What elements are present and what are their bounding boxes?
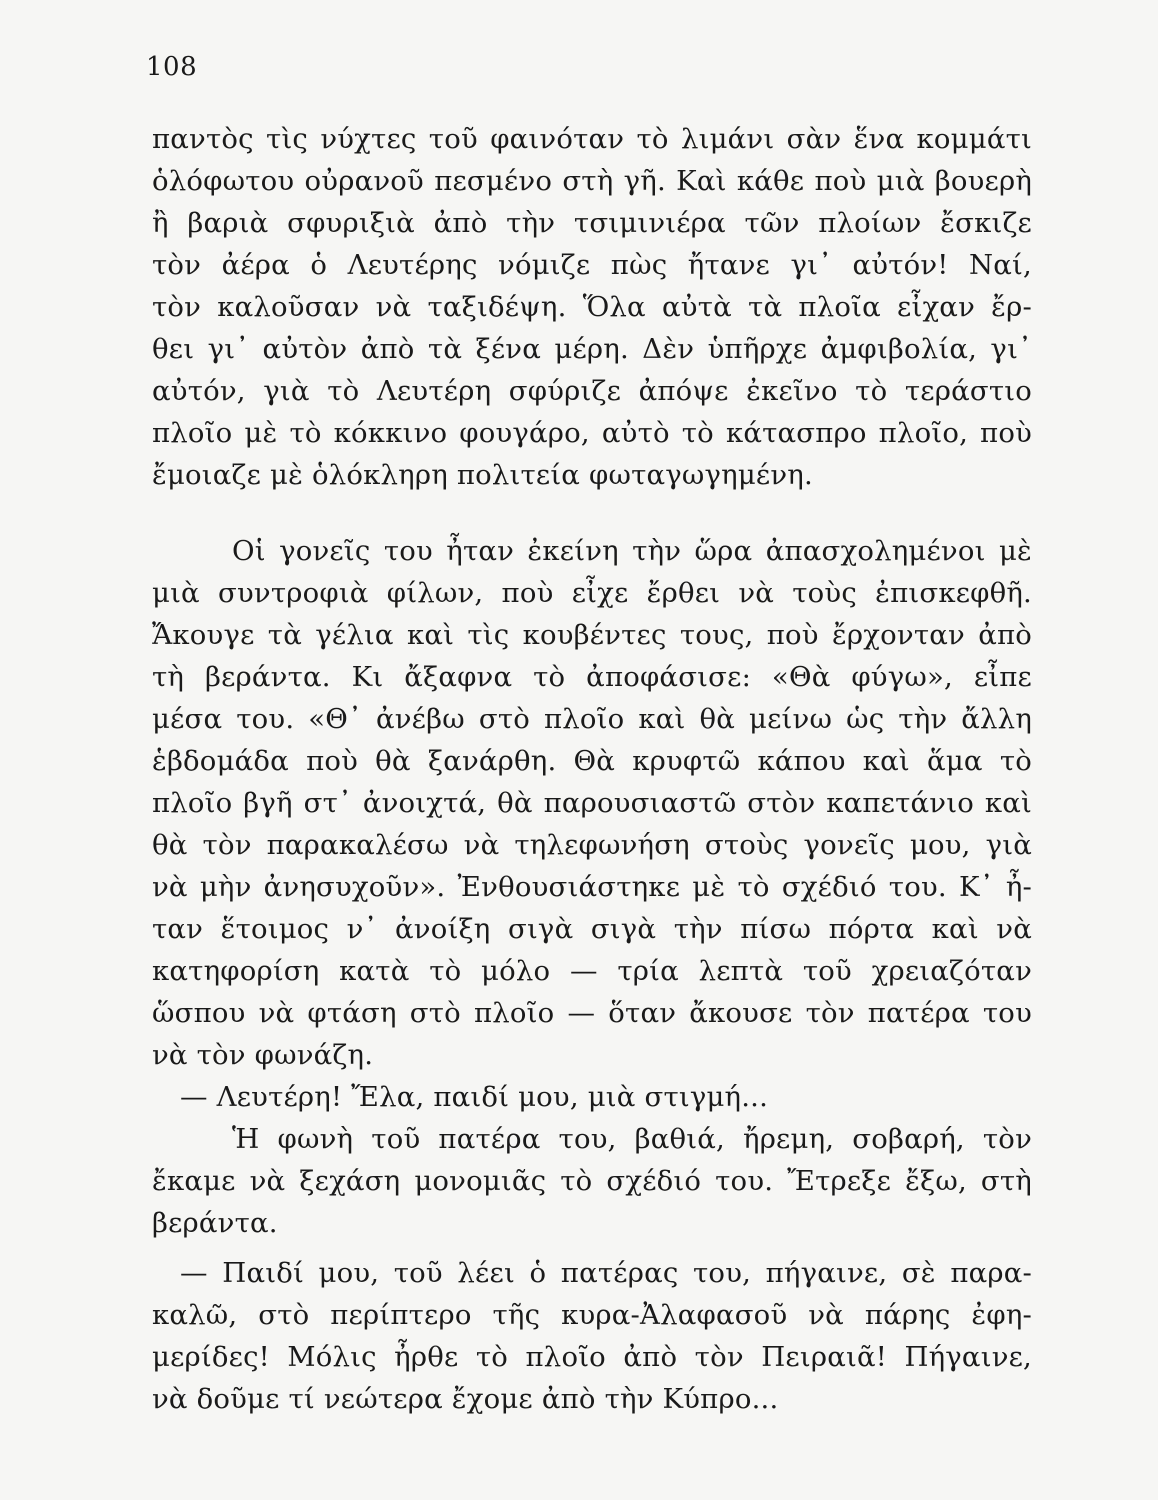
- page-number: 108: [146, 52, 198, 82]
- text-line: κατηφορίση κατὰ τὸ μόλο — τρία λεπτὰ τοῦ χρειαζόταν: [152, 955, 1032, 987]
- paragraph-1: [152, 118, 1032, 496]
- paragraph-3: [152, 1076, 1032, 1118]
- text-line: ὥσπου νὰ φτάση στὸ πλοῖο — ὅταν ἄκουσε τὸν πατέρα του: [152, 997, 1032, 1029]
- text-line: ἑβδομάδα ποὺ θὰ ξανάρθη. Θὰ κρυφτῶ κάπου καὶ ἅμα τὸ: [152, 745, 1032, 777]
- text-line: Οἱ γονεῖς του ἦταν ἐκείνη τὴν ὥρα ἀπασχολημένοι μὲ: [232, 535, 1032, 567]
- text-line: ταν ἕτοιμος ν᾿ ἀνοίξη σιγὰ σιγὰ τὴν πίσω πόρτα καὶ νὰ: [152, 913, 1032, 945]
- text-line: νὰ δοῦμε τί νεώτερα ἔχομε ἀπὸ τὴν Κύπρο...: [152, 1383, 779, 1415]
- text-line: τὸν καλοῦσαν νὰ ταξιδέψη. Ὅλα αὐτὰ τὰ πλοῖα εἶχαν ἔρ-: [152, 291, 1032, 323]
- text-line: μέσα του. «Θ᾿ ἀνέβω στὸ πλοῖο καὶ θὰ μείνω ὡς τὴν ἄλλη: [152, 703, 1032, 735]
- text-line: ἔκαμε νὰ ξεχάση μονομιᾶς τὸ σχέδιό του. Ἔτρεξε ἔξω, στὴ: [152, 1165, 1032, 1197]
- text-line: τὴ βεράντα. Κι ἄξαφνα τὸ ἀποφάσισε: «Θὰ φύγω», εἶπε: [152, 661, 1032, 693]
- paragraph-2: [152, 530, 1032, 1076]
- text-line: μερίδες! Μόλις ἦρθε τὸ πλοῖο ἀπὸ τὸν Πειραιᾶ! Πήγαινε,: [152, 1341, 1032, 1373]
- text-line: ἔμοιαζε μὲ ὁλόκληρη πολιτεία φωταγωγημένη.: [152, 459, 813, 491]
- body-text: [152, 118, 1032, 1420]
- text-line: καλῶ, στὸ περίπτερο τῆς κυρα-Ἀλαφασοῦ νὰ πάρης ἐφη-: [152, 1299, 1032, 1331]
- text-line: τὸν ἀέρα ὁ Λευτέρης νόμιζε πὼς ἤτανε γι᾿ αὐτόν! Ναί,: [152, 249, 1032, 281]
- text-line: αὐτόν, γιὰ τὸ Λευτέρη σφύριζε ἀπόψε ἐκεῖνο τὸ τεράστιο: [152, 375, 1032, 407]
- text-line: ἢ βαριὰ σφυριξιὰ ἀπὸ τὴν τσιμινιέρα τῶν πλοίων ἔσκιζε: [152, 207, 1032, 239]
- text-line: νὰ τὸν φωνάζη.: [152, 1039, 374, 1071]
- text-line: ὁλόφωτου οὐρανοῦ πεσμένο στὴ γῆ. Καὶ κάθε ποὺ μιὰ βουερὴ: [152, 165, 1032, 197]
- text-line: — Παιδί μου, τοῦ λέει ὁ πατέρας του, πήγαινε, σὲ παρα-: [180, 1257, 1032, 1289]
- text-line: πλοῖο μὲ τὸ κόκκινο φουγάρο, αὐτὸ τὸ κάτασπρο πλοῖο, ποὺ: [152, 417, 1032, 449]
- text-line: θὰ τὸν παρακαλέσω νὰ τηλεφωνήση στοὺς γονεῖς μου, γιὰ: [152, 829, 1032, 861]
- text-line: παντὸς τὶς νύχτες τοῦ φαινόταν τὸ λιμάνι σὰν ἕνα κομμάτι: [152, 123, 1032, 155]
- text-line: πλοῖο βγῆ στ᾿ ἀνοιχτά, θὰ παρουσιαστῶ στὸν καπετάνιο καὶ: [152, 787, 1032, 819]
- text-line: — Λευτέρη! Ἔλα, παιδί μου, μιὰ στιγμή...: [180, 1081, 769, 1113]
- text-line: θει γι᾿ αὐτὸν ἀπὸ τὰ ξένα μέρη. Δὲν ὑπῆρχε ἀμφιβολία, γι᾿: [152, 333, 1032, 365]
- text-line: Ἄκουγε τὰ γέλια καὶ τὶς κουβέντες τους, ποὺ ἔρχονταν ἀπὸ: [152, 619, 1032, 651]
- paragraph-5: [152, 1252, 1032, 1420]
- paragraph-4: [152, 1118, 1032, 1244]
- text-line: βεράντα.: [152, 1207, 278, 1239]
- text-line: Ἡ φωνὴ τοῦ πατέρα του, βαθιά, ἤρεμη, σοβαρή, τὸν: [232, 1123, 1032, 1155]
- text-line: νὰ μὴν ἀνησυχοῦν». Ἐνθουσιάστηκε μὲ τὸ σχέδιό του. Κ᾿ ἦ-: [152, 871, 1032, 903]
- text-line: μιὰ συντροφιὰ φίλων, ποὺ εἶχε ἔρθει νὰ τοὺς ἐπισκεφθῆ.: [152, 577, 1032, 609]
